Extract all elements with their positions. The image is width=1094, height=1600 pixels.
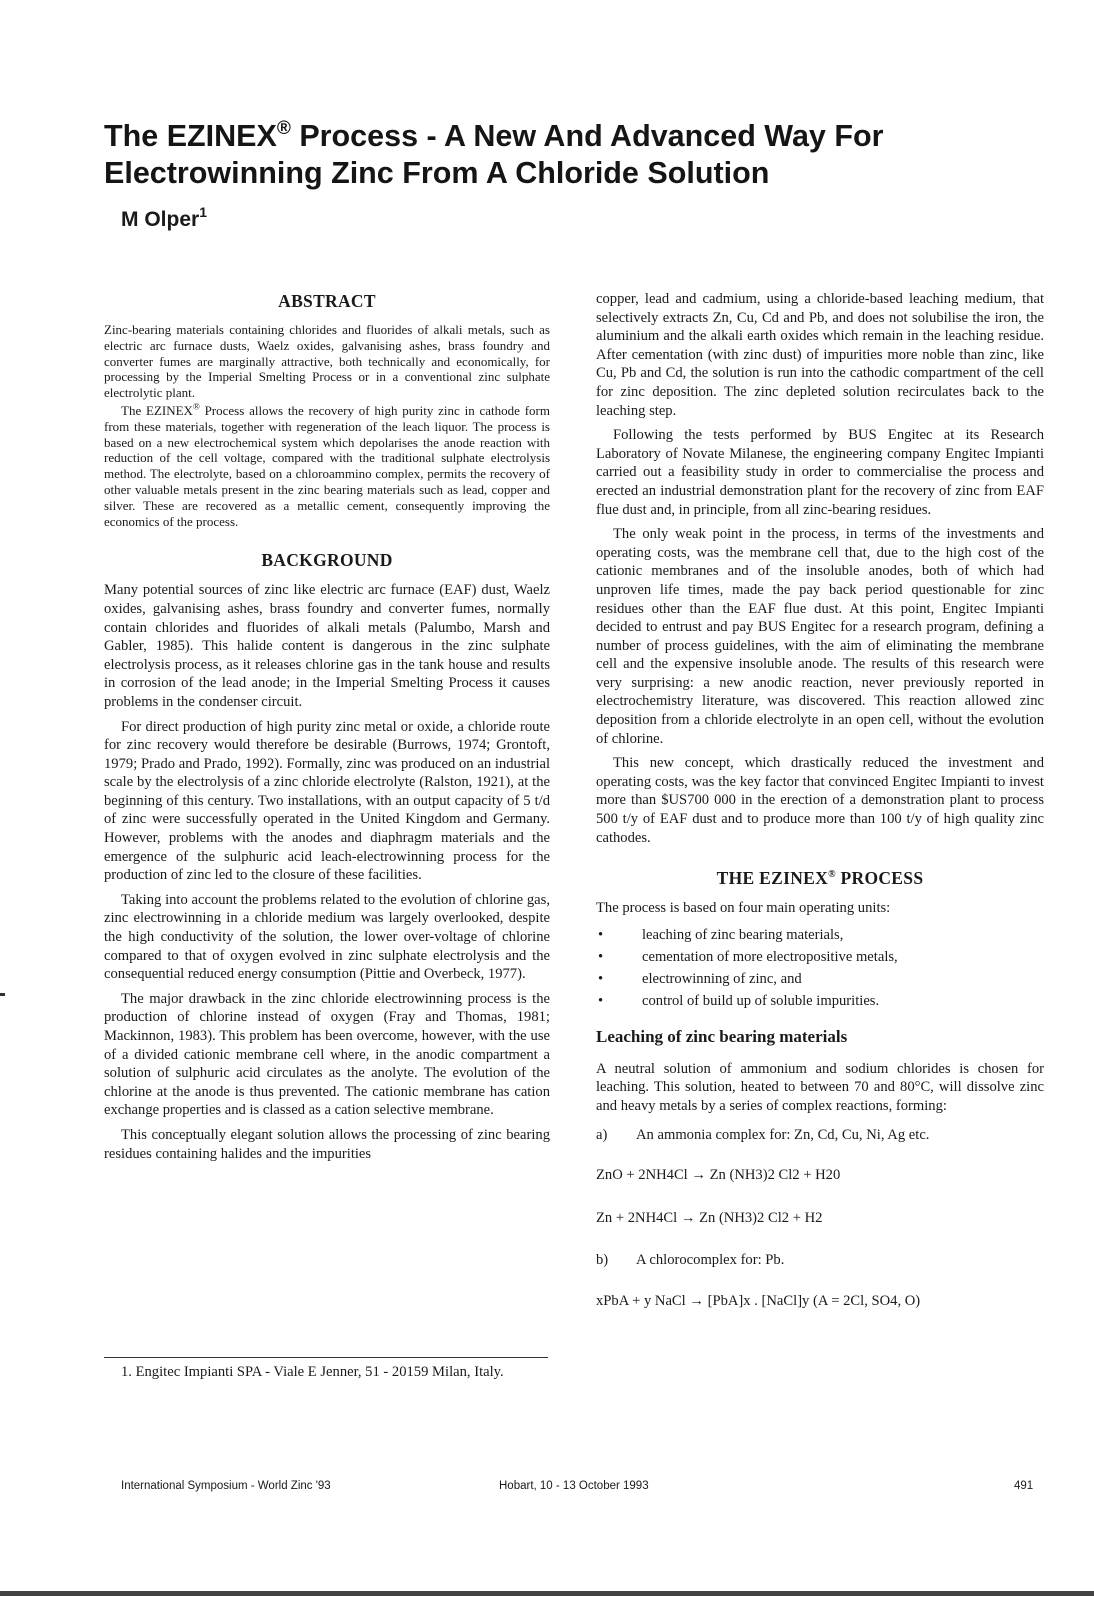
footnote-divider — [104, 1357, 548, 1358]
leaching-item-a — [596, 1126, 1044, 1145]
background-paragraph-2: For direct production of high purity zinc metal or oxide, a chloride route for zinc recovery would therefore be desirable (Burrows, 1974; Grontoft, 1979; Prado and Prado, 1992). Formally, zinc was produced on an industrial scale by the electrolysis of a zinc chloride electrolyte (Ralston, 1921), at the beginning of this century. Two installations, with an output capacity of 5 t/d of zinc were successfully operated in the United Kingdom and Germany. However, problems with the anodes and diaphragm materials and the emergence of the sulphuric acid leach-electrowinning process for the production of zinc led to the closure of these facilities. — [104, 718, 550, 884]
equation-3: xPbA + y NaCl → [PbA]x . [NaCl]y (A = 2Cl, SO4, O) — [596, 1292, 921, 1309]
left-column — [104, 290, 550, 1169]
abstract-paragraph-1: Zinc-bearing materials containing chlorides and fluorides of alkali metals, such as electric arc furnace dusts, Waelz oxides, galvanising ashes, brass foundry and converter fumes are marginally attractive, both technically and economically, for processing by the Imperial Smelting Process or in a conventional zinc sulphate electrolytic plant. — [104, 322, 550, 401]
process-heading-end: PROCESS — [835, 868, 924, 889]
right-paragraph-2: Following the tests performed by BUS Engitec at its Research Laboratory of Novate Milanese, the engineering company Engitec Impianti carried out a feasibility study in order to commercialise the process and erected an industrial demonstration plant for the recovery of zinc from EAF flue dust and, in principle, from all zinc-bearing residues. — [596, 427, 1044, 518]
process-intro: The process is based on four main operating units: — [596, 900, 891, 917]
background-heading: BACKGROUND — [261, 550, 393, 571]
paper-title — [104, 118, 1004, 192]
item-text: An ammonia complex for: Zn, Cd, Cu, Ni, Ag etc. — [636, 1126, 930, 1143]
background-section — [104, 549, 550, 1163]
abstract-heading: ABSTRACT — [278, 291, 376, 311]
item-label: a) — [596, 1126, 608, 1143]
author — [104, 204, 207, 232]
footer-symposium: International Symposium - World Zinc '93 — [121, 1480, 331, 1492]
equation-1: ZnO + 2NH4Cl → Zn (NH3)2 Cl2 + H20 — [596, 1167, 841, 1184]
author-footnote-mark: 1 — [199, 204, 207, 220]
process-heading — [596, 867, 1044, 889]
background-paragraph-4: The major drawback in the zinc chloride electrowinning process is the production of chlorine instead of oxygen (Fray and Thomas, 1981; Mackinnon, 1983). This problem has been overcome, however, with the use of a divided cationic membrane cell where, in the anodic compartment a solution of sulphuric acid circulates as the anolyte. The evolution of the chlorine at the anode is thus prevented. The cationic membrane has cation exchange properties and is classed as a cation selective membrane. — [104, 990, 550, 1119]
item-label: b) — [596, 1252, 609, 1269]
right-paragraph-4: This new concept, which drastically reduced the investment and operating costs, was the key factor that convinced Engitec Impianti to invest more than $US700 000 in the erection of a demonstration plant to process 500 t/y of EAF dust and to produce more than 100 t/y of high quality zinc cathodes. — [596, 755, 1044, 846]
registered-mark: ® — [828, 869, 836, 881]
abstract-p2-rest: Process allows the recovery of high purity zinc in cathode form from these materials, together with regeneration of the leach liquor. The process is based on a new electrochemical system which depolarises the anode reaction with reduction of the cell voltage, compared with the traditional sulphate electrolysis method. The electrolyte, based on a chloroammino complex, permits the recovery of other valuable metals present in the zinc bearing materials such as lead, copper and silver. These are recovered as a metallic cement, consequently improving the economics of the process. — [104, 402, 550, 529]
list-item: • leaching of zinc bearing materials, — [596, 924, 1044, 946]
equation-2: Zn + 2NH4Cl → Zn (NH3)2 Cl2 + H2 — [596, 1209, 823, 1226]
registered-mark: ® — [276, 118, 291, 139]
abstract-p2-start: The EZINEX — [121, 402, 193, 418]
footer-location-date: Hobart, 10 - 13 October 1993 — [499, 1480, 649, 1492]
title-part2: Process - A New And Advanced Way For — [290, 119, 884, 153]
right-column — [596, 290, 1044, 1335]
list-item: • cementation of more electropositive metals, — [596, 946, 1044, 968]
background-paragraph-5: This conceptually elegant solution allows the processing of zinc bearing residues containing halides and the impurities — [104, 1126, 550, 1162]
author-name: M Olper — [121, 208, 200, 231]
title-part1: The EZINEX — [104, 119, 277, 153]
title-line2: Electrowinning Zinc From A Chloride Solution — [104, 156, 770, 190]
process-heading-start: THE EZINEX — [716, 868, 829, 889]
background-paragraph-3: Taking into account the problems related to the evolution of chlorine gas, zinc electrowinning in a chloride medium was largely overlooked, despite the high conductivity of the solution, the lower over-voltage of chlorine compared to that of oxygen evolved in zinc sulphate electrolysis and the consequential reduced energy consumption (Pittie and Overbeck, 1977). — [104, 891, 550, 983]
right-paragraph-1: copper, lead and cadmium, using a chloride-based leaching medium, that selectively extracts Zn, Cu, Cd and Pb, and does not solubilise the iron, the aluminium and the alkali earth oxides which remain in the leaching residue. After cementation (with zinc dust) of impurities more noble than zinc, like Cu, Pb and Cd, the solution is run into the cathodic compartment of the cell for zinc deposition. The zinc depleted solution recirculates back to the leaching step. — [596, 291, 1044, 419]
scan-bottom-edge — [0, 1591, 1094, 1596]
item-text: A chlorocomplex for: Pb. — [636, 1252, 785, 1269]
page-number: 491 — [1014, 1480, 1034, 1492]
list-item: • control of build up of soluble impurities. — [596, 990, 1044, 1012]
footnote: 1. Engitec Impianti SPA - Viale E Jenner, 51 - 20159 Milan, Italy. — [121, 1364, 504, 1380]
right-paragraph-3: The only weak point in the process, in terms of the investments and operating costs, was the membrane cell that, due to the high cost of the cationic membranes and of the insoluble anodes, both of which had unproven life times, made the pay back period questionable for zinc residues other than the EAF flue dust. At this point, Engitec Impianti decided to entrust and pay BUS Engitec for a research program, defining a number of process guidelines, with the aim of eliminating the membrane cell and the expensive insoluble anode. The results of this research were very surprising: a new anodic reaction, never previously reported in electrochemistry literature, was discovered. This reaction allowed zinc deposition from a chloride electrolyte in an open cell, without the evolution of chlorine. — [596, 526, 1044, 747]
abstract-section — [104, 290, 550, 529]
abstract-paragraph-2 — [104, 403, 550, 529]
leaching-item-b — [596, 1251, 1044, 1270]
process-unit-list — [596, 924, 1044, 1012]
background-paragraph-1: Many potential sources of zinc like electric arc furnace (EAF) dust, Waelz oxides, galvanising ashes, brass foundry and converter fumes, normally contain chlorides and fluorides of alkali metals (Palumbo, Marsh and Gabler, 1985). This halide content is dangerous in the zinc sulphate electrolysis process, as it releases chlorine gas in the tank house and results in corrosion of the lead anode; in the Imperial Smelting Process it causes problems in the condenser circuit. — [104, 582, 550, 710]
leaching-paragraph: A neutral solution of ammonium and sodium chlorides is chosen for leaching. This solution, heated to between 70 and 80°C, will dissolve zinc and heavy metals by a series of complex reactions, forming: — [596, 1060, 1044, 1114]
ezinex-process-section — [596, 867, 1044, 1012]
leaching-section — [596, 1026, 1044, 1311]
scan-edge-mark — [0, 993, 5, 996]
list-item: • electrowinning of zinc, and — [596, 968, 1044, 990]
leaching-heading: Leaching of zinc bearing materials — [596, 1026, 848, 1046]
registered-mark: ® — [192, 401, 200, 412]
